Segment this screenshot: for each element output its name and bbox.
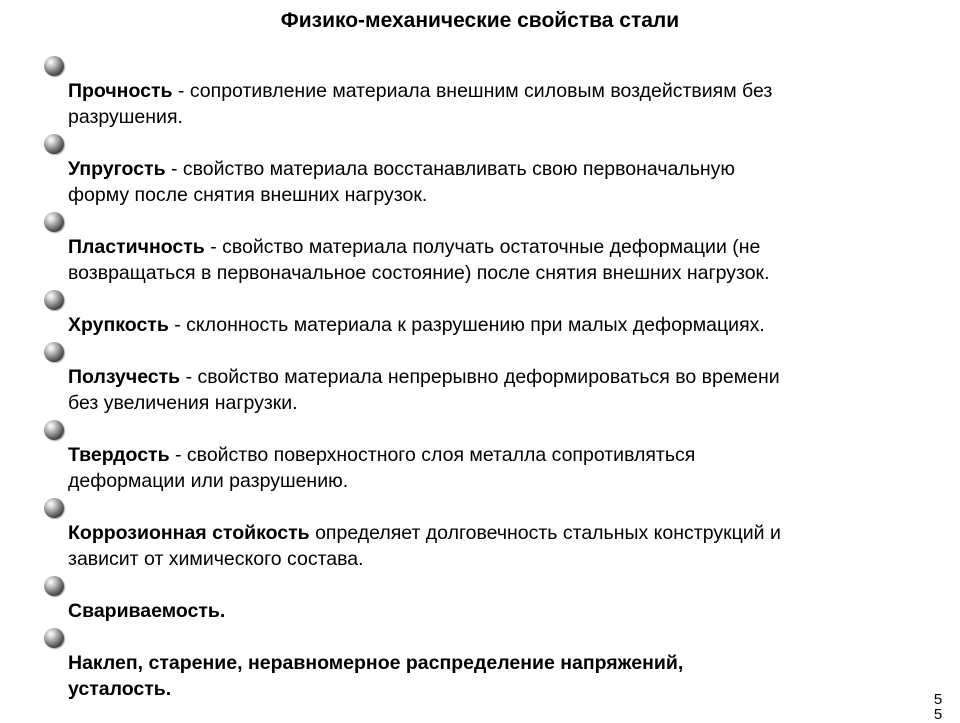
list-item xyxy=(44,572,956,624)
page-number: 55 xyxy=(933,691,943,723)
property-description: - свойство материала восстанавливать свою первоначальную форму после снятия внешних нагрузок. xyxy=(68,158,736,206)
property-term: Хрупкость xyxy=(68,314,169,336)
property-list xyxy=(44,52,956,702)
sphere-bullet-icon xyxy=(44,342,64,362)
list-item xyxy=(44,624,956,702)
property-description: - свойство поверхностного слоя металла сопротивляться деформации или разрушению. xyxy=(68,444,696,492)
sphere-bullet-icon xyxy=(44,134,64,154)
sphere-bullet-icon xyxy=(44,290,64,310)
sphere-bullet-icon xyxy=(44,212,64,232)
sphere-bullet-icon xyxy=(44,628,64,648)
property-term: Упругость xyxy=(68,158,166,180)
property-description: определяет долговечность стальных конструкций и зависит от химического состава. xyxy=(68,522,781,570)
property-term: Свариваемость. xyxy=(68,600,226,622)
slide-title: Физико-механические свойства стали xyxy=(280,9,680,32)
property-term: Коррозионная стойкость xyxy=(68,522,310,544)
sphere-bullet-icon xyxy=(44,498,64,518)
property-description: - свойство материала непрерывно деформироваться во времени без увеличения нагрузки. xyxy=(68,366,780,414)
property-description: - сопротивление материала внешним силовым воздействиям без разрушения. xyxy=(68,80,773,128)
property-description: усталость. xyxy=(68,678,172,700)
property-description: - склонность материала к разрушению при малых деформациях. xyxy=(168,314,765,336)
list-item xyxy=(44,494,956,572)
list-item xyxy=(44,130,956,208)
property-term: Ползучесть xyxy=(68,366,181,388)
property-term: Прочность xyxy=(68,80,173,102)
list-item xyxy=(44,338,956,416)
property-term: Твердость xyxy=(68,444,170,466)
sphere-bullet-icon xyxy=(44,56,64,76)
property-description: - свойство материала получать остаточные деформации (не возвращаться в первоначальное состояние) после снятия внешних нагрузок. xyxy=(68,236,770,284)
property-term: Пластичность xyxy=(68,236,205,258)
list-item xyxy=(44,416,956,494)
list-item xyxy=(44,52,956,130)
sphere-bullet-icon xyxy=(44,576,64,596)
list-item xyxy=(44,208,956,286)
sphere-bullet-icon xyxy=(44,420,64,440)
property-term: Наклеп, старение, неравномерное распределение напряжений, xyxy=(68,652,684,674)
list-item xyxy=(44,286,956,338)
